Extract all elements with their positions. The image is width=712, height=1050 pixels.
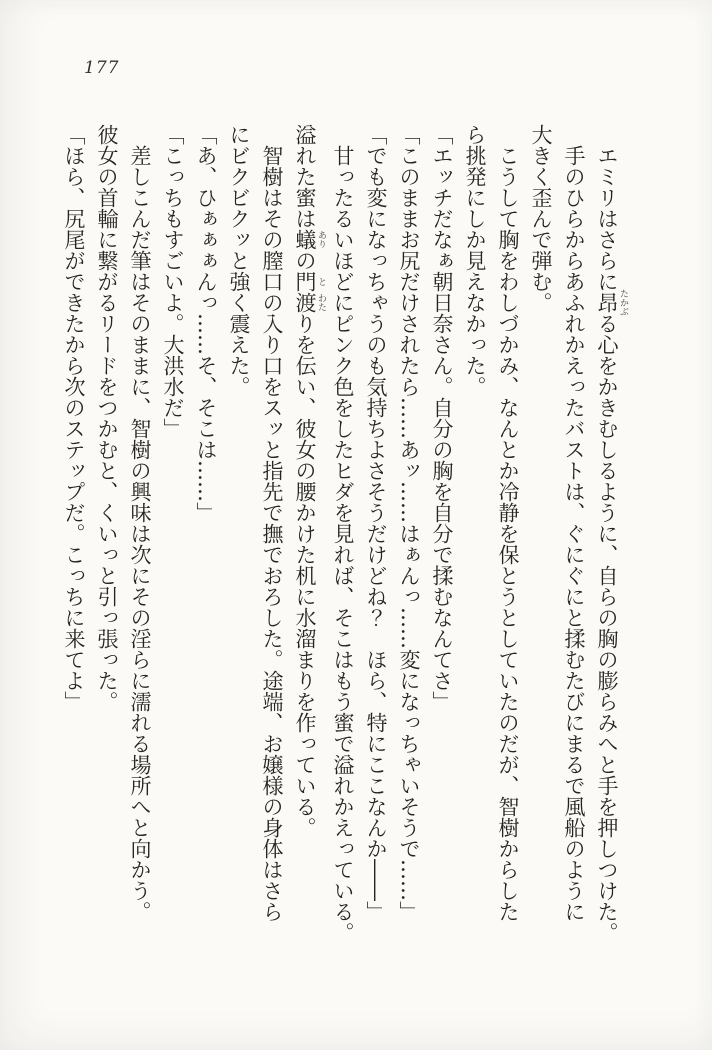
ruby-annotated-char: 昂 たかぶ bbox=[595, 289, 628, 316]
ruby-annotated-char: 門 と bbox=[293, 271, 326, 292]
text-column-13: 「あ、ひぁぁぁんっ……そ、そこは……」 bbox=[194, 124, 218, 523]
furigana: たかぶ bbox=[618, 289, 628, 316]
text-body bbox=[62, 124, 628, 946]
text-column-7: 「このままお尻だけされたら……あッ……はぁんっ……変になっちゃいそうで……」 bbox=[397, 124, 421, 922]
text-column-14: 「こっちもすごいよ。大洪水だ」 bbox=[161, 124, 185, 439]
text-column-12: にビクビクッと強く震えた。 bbox=[227, 124, 251, 397]
text-column-16: 彼女の首輪に繋がるリードをつかむと、くいっと引っ張った。 bbox=[95, 124, 119, 712]
text-column-8: 「でも変になっちゃうのも気持ちよさそうだけどね？ ほら、特にここなんか――」 bbox=[364, 124, 388, 922]
furigana: と bbox=[316, 271, 326, 292]
text-column-2: 手のひらからあふれかえったバストは、ぐにぐにと揉むたびにまるで風船のように bbox=[562, 145, 586, 922]
furigana: わた bbox=[316, 292, 326, 313]
text-column-10: 溢れた蜜は蟻 ありの門 と渡 わたりを伝い、彼女の腰かけた机に水溜まりを作っている。 bbox=[293, 124, 326, 838]
furigana: あり bbox=[316, 229, 326, 250]
text-column-15: 差しこんだ筆はそのままに、智樹の興味は次にその淫らに濡れる場所へと向かう。 bbox=[128, 145, 152, 922]
text-column-9: 甘ったるいほどにピンク色をしたヒダを見れば、そこはもう蜜で溢れかえっている。 bbox=[331, 145, 355, 943]
text-column-5: ら挑発にしか見えなかった。 bbox=[463, 124, 487, 397]
text-column-11: 智樹はその膣口の入り口をスッと指先で撫でおろした。途端、お嬢様の身体はさら bbox=[260, 145, 284, 922]
text-column-4: こうして胸をわしづかみ、なんとか冷静を保とうとしていたのだが、智樹からした bbox=[496, 145, 520, 922]
text-column-3: 大きく歪んで弾む。 bbox=[529, 124, 553, 313]
ruby-annotated-char: 蟻 あり bbox=[293, 229, 326, 250]
page-number: 177 bbox=[84, 58, 120, 78]
text-column-17: 「ほら、尻尾ができたから次のステップだ。こっちに来てよ」 bbox=[62, 124, 86, 712]
text-column-1: エミリはさらに昂 たかぶる心をかきむしるように、自らの胸の膨らみへと手を押しつけた。 bbox=[595, 145, 628, 943]
text-column-6: 「エッチだなぁ朝日奈さん。自分の胸を自分で揉むなんてさ」 bbox=[430, 124, 454, 712]
ruby-annotated-char: 渡 わた bbox=[293, 292, 326, 313]
